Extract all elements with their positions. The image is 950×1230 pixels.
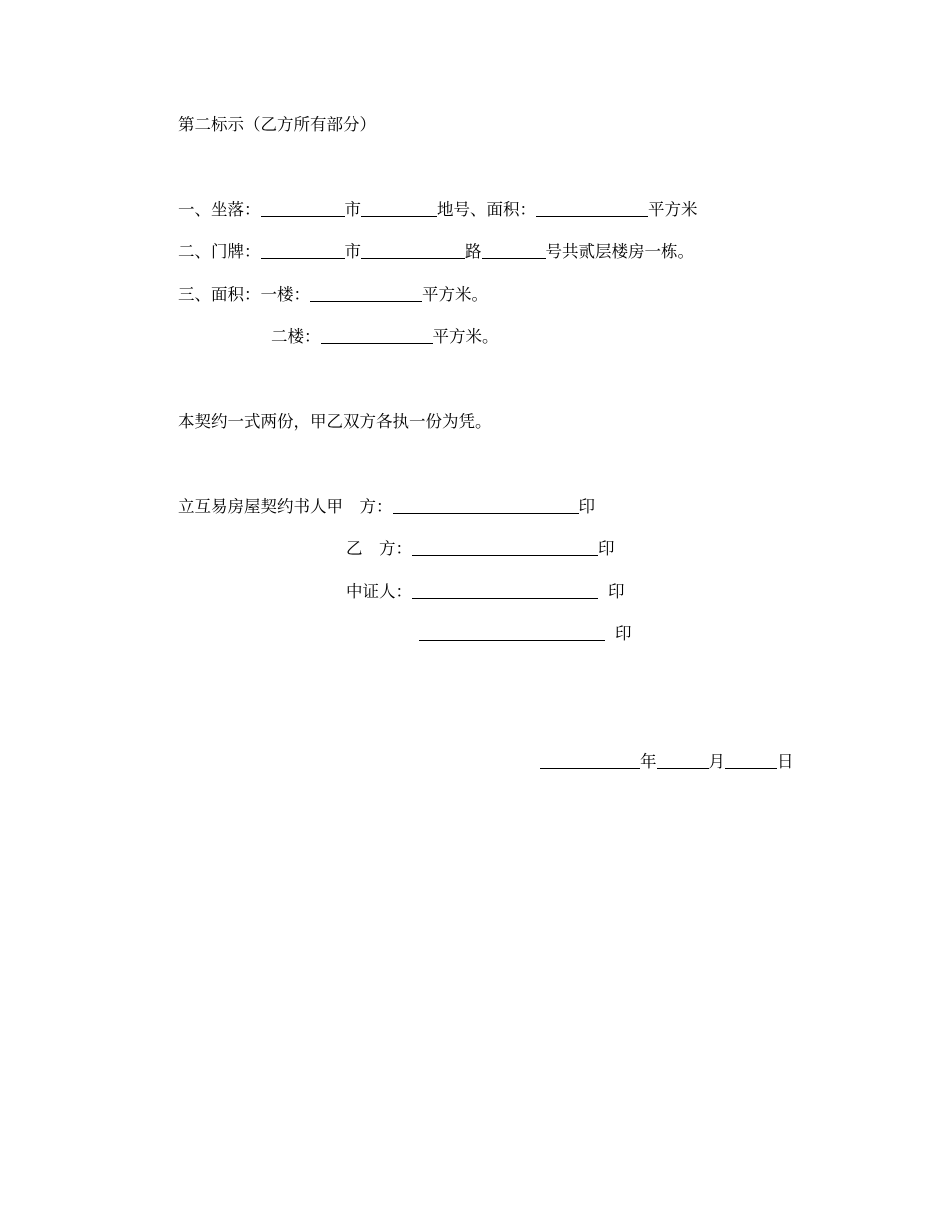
floor1-area-blank[interactable] (310, 285, 422, 302)
heading-text: 第二标示（乙方所有部分） (178, 115, 376, 134)
signature-party-a-row (178, 497, 595, 517)
copies-statement (178, 412, 492, 432)
item-location-row (178, 200, 698, 220)
day-label: 日 (777, 752, 794, 771)
witness-seal: 印 (608, 582, 625, 601)
address-city-label: 市 (344, 242, 361, 261)
witness-signature-blank[interactable] (412, 582, 598, 599)
witness2-signature-blank[interactable] (419, 624, 605, 641)
witness2-seal: 印 (615, 624, 632, 643)
party-a-seal: 印 (578, 497, 595, 516)
signature-witness2-row (419, 624, 632, 644)
road-label: 路 (465, 242, 482, 261)
item-address-row (178, 242, 694, 262)
party-b-label: 乙 方： (346, 539, 412, 558)
building-description: 号共贰层楼房一栋。 (545, 242, 694, 261)
road-blank[interactable] (361, 242, 465, 259)
date-row (540, 752, 794, 772)
city-label: 市 (344, 200, 361, 219)
floor2-unit: 平方米。 (432, 327, 499, 346)
copies-text: 本契约一式两份，甲乙双方各执一份为凭。 (178, 412, 492, 431)
area-unit: 平方米 (648, 200, 698, 219)
item-area-floor2-row (271, 327, 499, 347)
lot-blank[interactable] (361, 200, 437, 217)
party-a-signature-blank[interactable] (393, 497, 579, 514)
floor1-label: 一楼： (260, 285, 310, 304)
page-heading (178, 115, 376, 135)
item-address-label: 二、门牌： (178, 242, 261, 261)
party-b-seal: 印 (598, 539, 615, 558)
witness-label: 中证人： (346, 582, 412, 601)
number-blank[interactable] (482, 242, 546, 259)
floor2-label: 二楼： (271, 327, 321, 346)
item-location-label: 一、坐落： (178, 200, 261, 219)
month-blank[interactable] (657, 752, 709, 769)
city-blank[interactable] (261, 200, 345, 217)
item-area-row (178, 285, 488, 305)
day-blank[interactable] (725, 752, 777, 769)
lot-area-label: 地号、面积： (437, 200, 536, 219)
signature-witness-row (346, 582, 625, 602)
floor2-area-blank[interactable] (321, 327, 433, 344)
area-blank[interactable] (536, 200, 648, 217)
signature-party-b-row (346, 539, 615, 559)
floor1-unit: 平方米。 (422, 285, 488, 304)
signature-intro-label: 立互易房屋契约书人甲 方： (178, 497, 393, 516)
month-label: 月 (708, 752, 725, 771)
year-blank[interactable] (540, 752, 640, 769)
address-city-blank[interactable] (261, 242, 345, 259)
item-area-label: 三、面积： (178, 285, 261, 304)
party-b-signature-blank[interactable] (412, 539, 598, 556)
year-label: 年 (640, 752, 657, 771)
